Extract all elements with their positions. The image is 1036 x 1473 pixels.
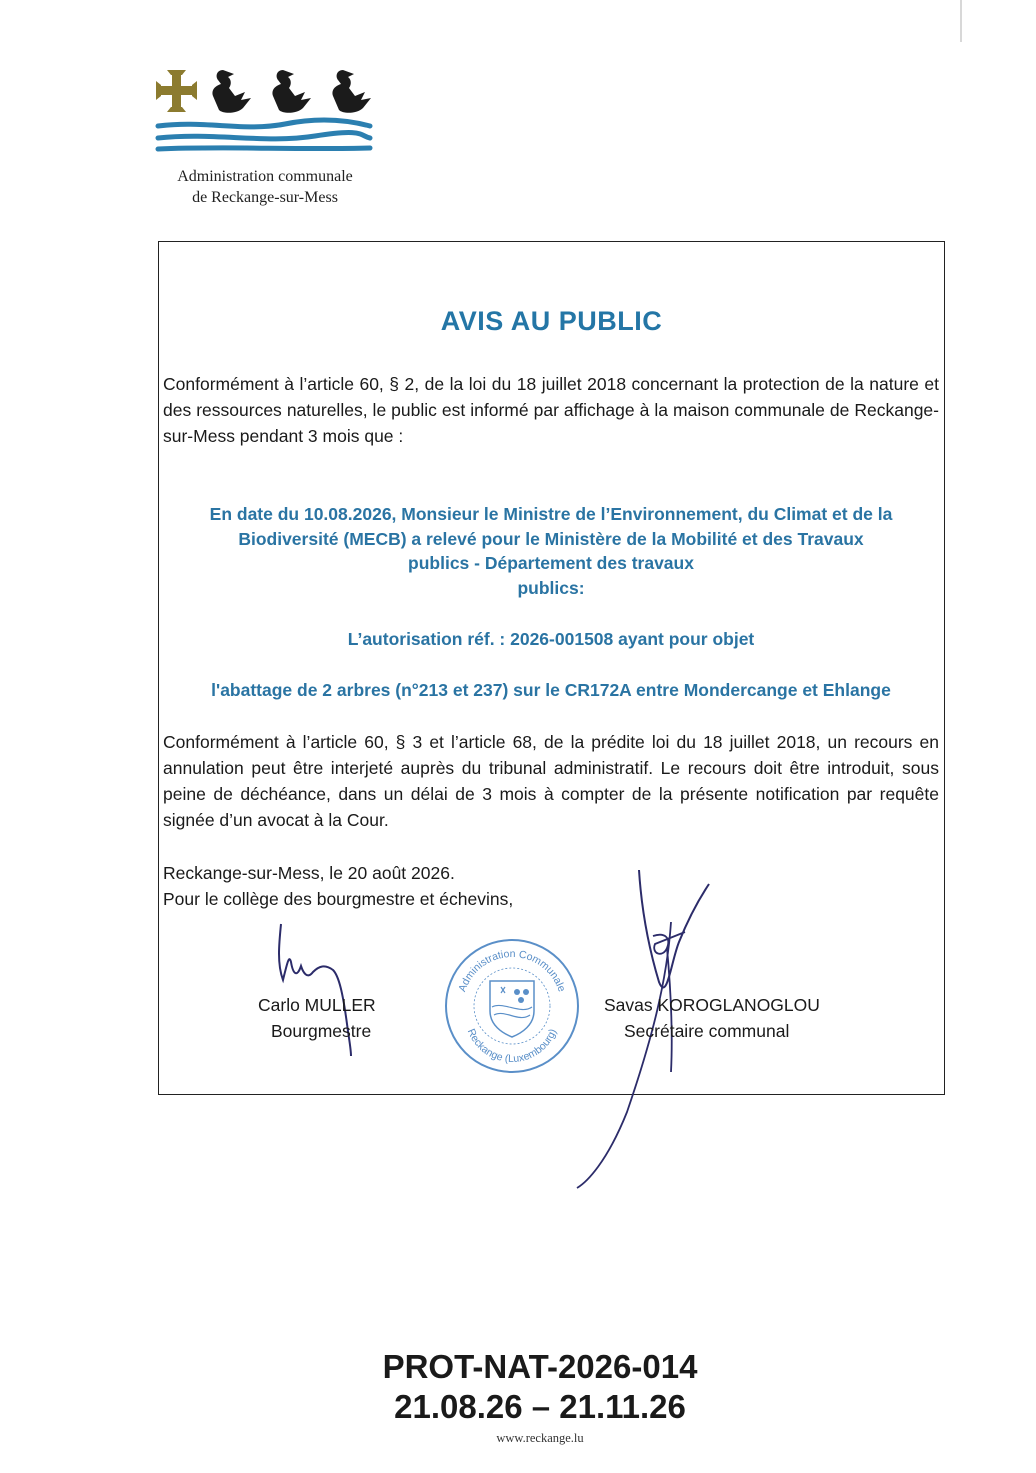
website-link[interactable]: www.reckange.lu (496, 1431, 584, 1445)
decision-line: Biodiversité (MECB) a relevé pour le Ministère de la Mobilité et des Travaux (238, 528, 864, 549)
college-line: Pour le collège des bourgmestre et échevins, (163, 889, 514, 909)
seal-text-bottom: Reckange (Luxembourg) (464, 1026, 560, 1066)
mayor-name: Carlo MULLER (258, 995, 376, 1015)
scan-edge-mark (960, 0, 962, 42)
notice-title: AVIS AU PUBLIC (440, 306, 663, 336)
decision-line: publics: (517, 577, 585, 598)
public-notice-box (158, 241, 945, 1095)
protocol-display-period: 21.08.26 – 21.11.26 (394, 1388, 686, 1425)
decision-statement (163, 502, 939, 600)
coat-of-arms-icon (155, 62, 375, 154)
place-and-date: Reckange-sur-Mess, le 20 août 2026. (163, 863, 455, 883)
seal-text-top: Administration Communale (456, 947, 568, 994)
organisation-name-line2: de Reckange-sur-Mess (192, 189, 338, 206)
organisation-name (150, 166, 380, 208)
authorization-reference: L’autorisation réf. : 2026-001508 ayant pour objet (347, 629, 755, 649)
svg-text:Reckange (Luxembourg) (465, 1027, 559, 1065)
mayor-title: Bourgmestre (271, 1021, 372, 1041)
decision-line: En date du 10.08.2026, Monsieur le Ministre de l’Environnement, du Climat et de la (209, 504, 893, 524)
secretary-name: Savas KOROGLANOGLOU (604, 995, 820, 1015)
municipal-logo (150, 62, 380, 212)
authorization-object: l'abattage de 2 arbres (n°213 et 237) sur le CR172A entre Mondercange et Ehlange (211, 680, 891, 700)
official-seal-icon (443, 937, 581, 1075)
appeal-paragraph: Conformément à l’article 60, § 3 et l’article 68, de la prédite loi du 18 juillet 2018, un recours en annulation peut être interjeté auprès du tribunal administratif. Le recours doit être introduit, sous peine de déchéance, dans un délai de 3 mois à compter de la présente notification par requête signée d’un avocat à la Cour. (163, 732, 939, 830)
intro-paragraph: Conformément à l’article 60, § 2, de la loi du 18 juillet 2018 concernant la protection de la nature et des ressources naturelles, le public est informé par affichage à la maison communale de Reckange-sur-Mess pendant 3 mois que : (163, 374, 939, 446)
svg-text:Administration Communale (456, 948, 567, 994)
decision-line: publics - Département des travaux (408, 553, 694, 573)
protocol-reference: PROT-NAT-2026-014 (382, 1348, 698, 1385)
organisation-name-line1: Administration communale (177, 168, 353, 185)
secretary-title: Secrétaire communal (624, 1021, 790, 1041)
